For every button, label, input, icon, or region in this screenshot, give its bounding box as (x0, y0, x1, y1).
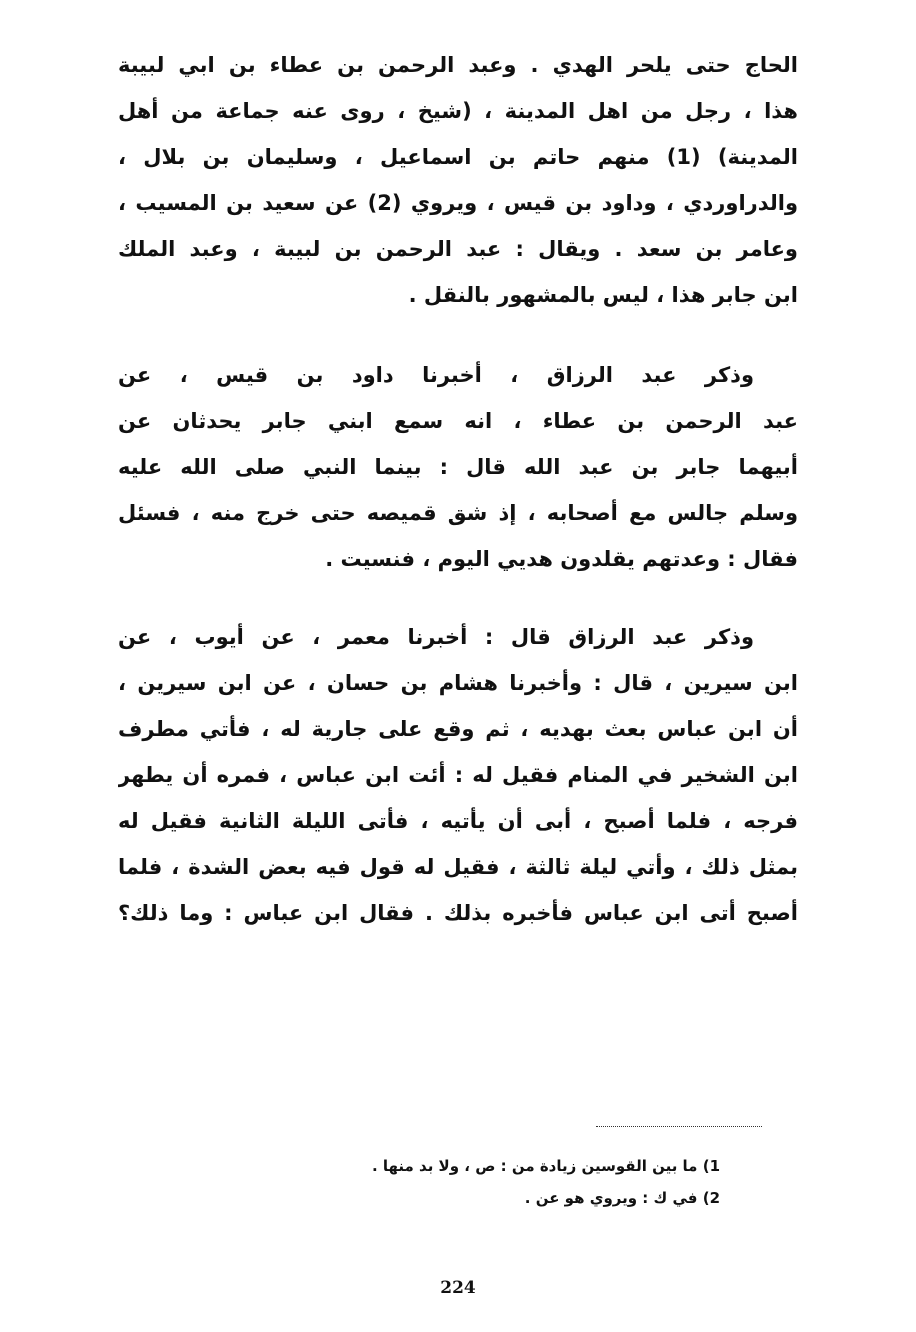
footnote-number: 2) (702, 1189, 720, 1207)
text-line: فرجه ، فلما أصبح ، أبى أن يأتيه ، فأتى الليلة الثانية فقيل له (118, 809, 798, 833)
paragraph-1 (118, 42, 798, 318)
text-line: وذكر عبد الرزاق ، أخبرنا داود بن قيس ، عن (118, 363, 754, 387)
text-line: بمثل ذلك ، وأتي ليلة ثالثة ، فقيل له قول فيه بعض الشدة ، فلما (118, 855, 798, 879)
footnote-text: ما بين القوسين زيادة من : ص ، ولا بد منها . (371, 1157, 698, 1175)
footnote-1 (280, 1150, 720, 1182)
text-line: الحاج حتى يلحر الهدي . وعبد الرحمن بن عطاء بن ابي لبيبة (118, 53, 798, 77)
text-line: ابن الشخير في المنام فقيل له : أئت ابن عباس ، فمره أن يطهر (118, 763, 798, 787)
text-line: ابن سيرين ، قال : وأخبرنا هشام بن حسان ، عن ابن سيرين ، (118, 671, 798, 695)
text-line: وسلم جالس مع أصحابه ، إذ شق قميصه حتى خرج منه ، فسئل (118, 501, 798, 525)
text-line: أصبح أتى ابن عباس فأخبره بذلك . فقال ابن عباس : وما ذلك؟ (118, 901, 798, 925)
paragraph-3 (118, 614, 798, 936)
paragraph-spacer (118, 582, 798, 614)
text-line: وعامر بن سعد . ويقال : عبد الرحمن بن لبيبة ، وعبد الملك (118, 237, 798, 261)
footnote-separator (596, 1126, 762, 1127)
text-line: عبد الرحمن بن عطاء ، انه سمع ابني جابر يحدثان عن (118, 409, 798, 433)
text-line: أن ابن عباس بعث بهديه ، ثم وقع على جارية له ، فأتي مطرف (118, 717, 798, 741)
page-number: 224 (440, 1278, 476, 1298)
main-text (118, 42, 798, 936)
text-line: هذا ، رجل من اهل المدينة ، (شيخ ، روى عنه جماعة من أهل (118, 99, 798, 123)
text-line: ابن جابر هذا ، ليس بالمشهور بالنقل . (408, 283, 798, 307)
footnote-number: 1) (702, 1157, 720, 1175)
text-line: المدينة) (1) منهم حاتم بن اسماعيل ، وسليمان بن بلال ، (118, 145, 798, 169)
paragraph-2 (118, 352, 798, 582)
text-line: فقال : وعدتهم يقلدون هديي اليوم ، فنسيت . (325, 547, 798, 571)
text-line: أبيهما جابر بن عبد الله قال : بينما النبي صلى الله عليه (118, 455, 798, 479)
footnote-2 (280, 1182, 720, 1214)
text-line: والدراوردي ، وداود بن قيس ، ويروي (2) عن سعيد بن المسيب ، (118, 191, 798, 215)
footnote-text: في ك : ويروي هو عن . (524, 1189, 698, 1207)
footnotes (280, 1150, 720, 1214)
paragraph-spacer (118, 318, 798, 352)
text-line: وذكر عبد الرزاق قال : أخبرنا معمر ، عن أيوب ، عن (118, 625, 754, 649)
